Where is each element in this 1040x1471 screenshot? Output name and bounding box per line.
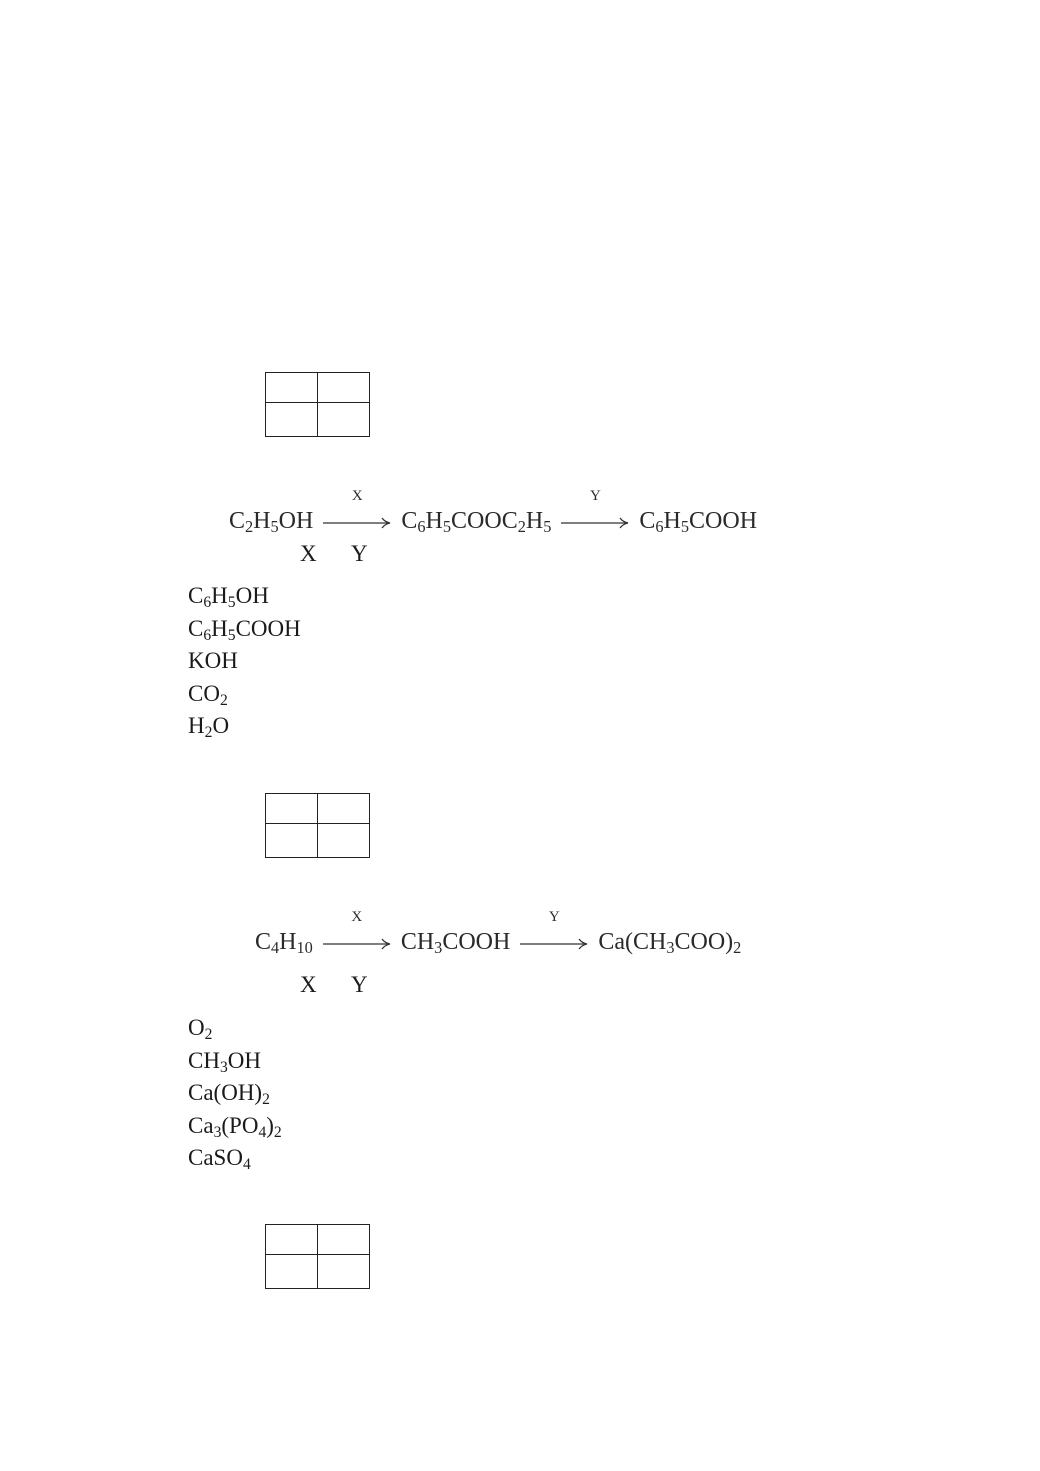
arrow-label-y: Y (589, 488, 601, 504)
answer-labels-1 (300, 540, 380, 568)
option-item[interactable]: KOH (188, 648, 238, 673)
options-list-1 (188, 580, 301, 743)
answer-grid-1[interactable] (265, 372, 370, 437)
right-arrow-icon (323, 517, 391, 529)
answer-cell[interactable] (318, 794, 370, 824)
reactant-formula: $C_2H_5OH$ (229, 508, 314, 537)
answer-grid-3[interactable] (265, 1224, 370, 1289)
label-y: Y (351, 541, 368, 566)
answer-cell[interactable] (266, 373, 318, 403)
answer-cell[interactable] (318, 824, 370, 858)
answer-cell[interactable] (266, 403, 318, 437)
label-y: Y (351, 972, 368, 997)
option-item[interactable]: $CH_3OH$ (188, 1047, 261, 1076)
label-x: X (300, 972, 317, 997)
option-item[interactable]: $H_2O$ (188, 713, 230, 741)
answer-cell[interactable] (266, 824, 318, 858)
option-item[interactable]: $CO_2$ (188, 680, 228, 709)
product-formula: $Ca(CH_3COO)_2$ (598, 929, 742, 958)
reaction-arrow-x (323, 488, 391, 535)
intermediate-formula: $C_6H_5COOC_2H_5$ (401, 508, 552, 537)
label-x: X (300, 541, 317, 566)
answer-cell[interactable] (318, 403, 370, 437)
option-item[interactable]: CaSO$_4$ (188, 1145, 251, 1173)
answer-cell[interactable] (266, 794, 318, 824)
option-item[interactable]: $O_2$ (188, 1015, 213, 1043)
intermediate-formula: $CH_3COOH$ (400, 929, 511, 958)
reaction-arrow-y (520, 909, 588, 956)
answer-cell[interactable] (318, 373, 370, 403)
option-item[interactable]: $C_6H_5COOH$ (188, 615, 301, 644)
arrow-label-x: X (351, 909, 363, 925)
answer-labels-2 (300, 971, 380, 999)
right-arrow-icon (561, 517, 629, 529)
right-arrow-icon (323, 938, 391, 950)
arrow-label-x: X (351, 488, 363, 504)
option-item[interactable]: $Ca(OH)_2$ (188, 1080, 270, 1108)
answer-cell[interactable] (318, 1255, 370, 1289)
answer-grid-2[interactable] (265, 793, 370, 858)
reaction-scheme-1 (229, 485, 757, 535)
product-formula: $C_6H_5COOH$ (639, 508, 758, 537)
arrow-label-y: Y (548, 909, 560, 925)
answer-cell[interactable] (318, 1225, 370, 1255)
option-item[interactable]: $Ca_3(PO_4)_2$ (188, 1112, 282, 1141)
answer-cell[interactable] (266, 1255, 318, 1289)
answer-cell[interactable] (266, 1225, 318, 1255)
right-arrow-icon (520, 938, 588, 950)
reaction-arrow-x (323, 909, 391, 956)
options-list-2 (188, 1012, 282, 1175)
reaction-scheme-2 (255, 906, 741, 956)
reactant-formula: $C_4H_{10}$ (255, 929, 313, 958)
reaction-arrow-y (561, 488, 629, 535)
option-item[interactable]: $C_6H_5OH$ (188, 583, 269, 611)
